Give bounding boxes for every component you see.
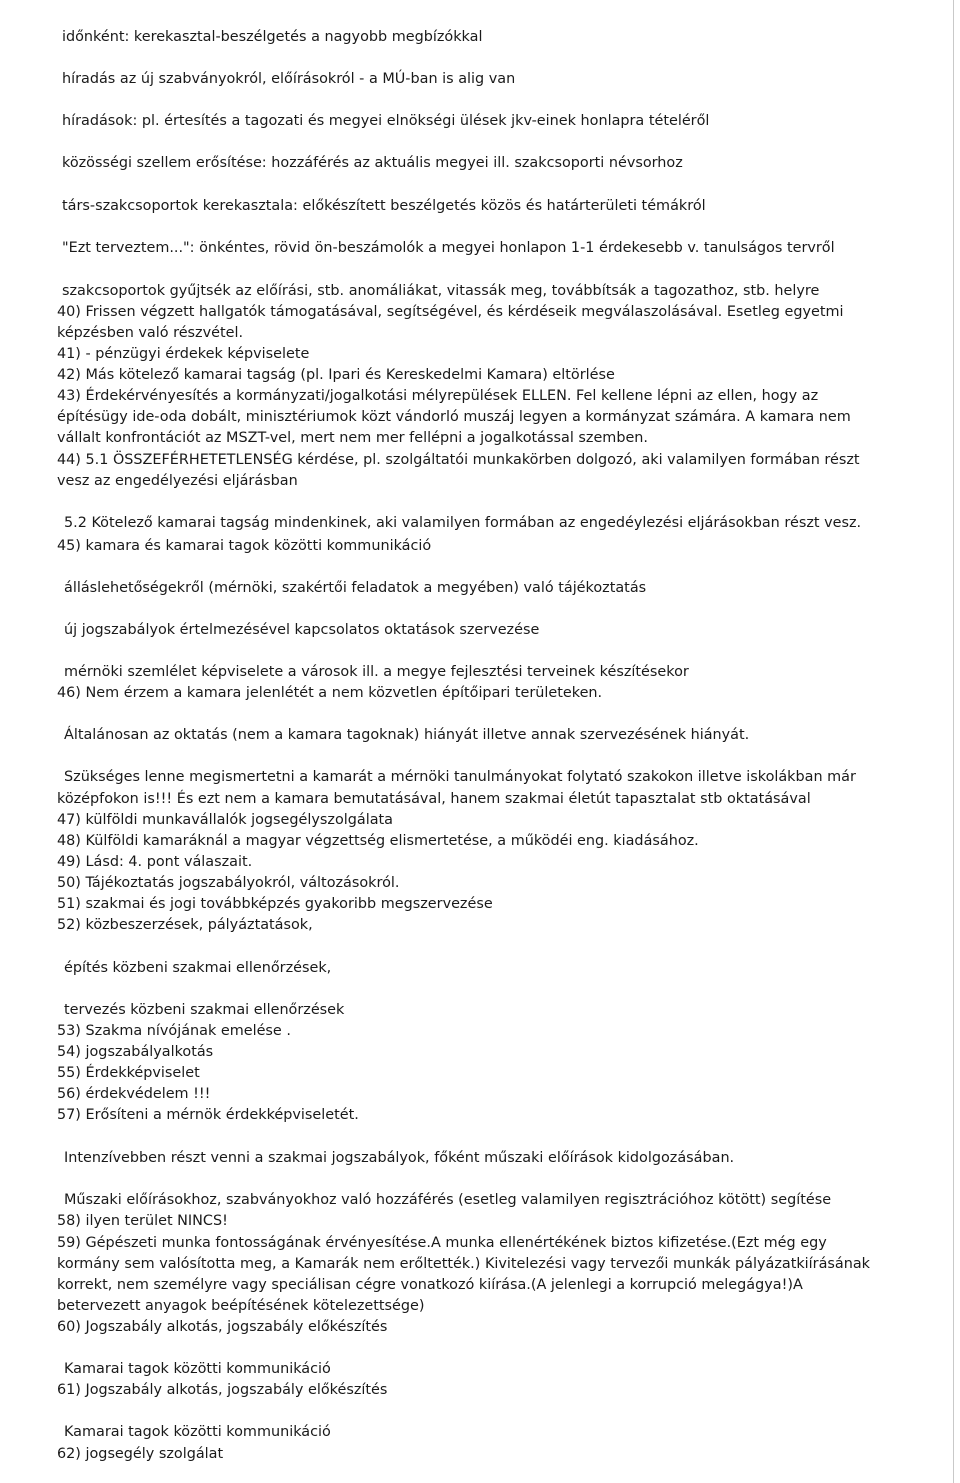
text-line: 48) Külföldi kamaráknál a magyar végzettség elismertetése, a működéi eng. kiadásához. <box>57 833 699 849</box>
text-line: 62) jogsegély szolgálat <box>57 1446 224 1462</box>
text-line: Általánosan az oktatás (nem a kamara tagoknak) hiányát illetve annak szervezésének hiányát. <box>64 727 750 743</box>
text-line: 57) Erősíteni a mérnök érdekképviseletét. <box>57 1107 359 1123</box>
text-line: 41) - pénzügyi érdekek képviselete <box>57 346 310 362</box>
text-line: Kamarai tagok közötti kommunikáció <box>64 1361 331 1377</box>
text-line: 54) jogszabályalkotás <box>57 1044 214 1060</box>
text-line: híradások: pl. értesítés a tagozati és megyei elnökségi ülések jkv-einek honlapra tételéről <box>62 113 710 129</box>
text-line: 58) ilyen terület NINCS! <box>57 1213 228 1229</box>
text-line: szakcsoportok gyűjtsék az előírási, stb. anomáliákat, vitassák meg, továbbítsák a tagozathoz, stb. helyre <box>62 283 820 299</box>
text-line: közösségi szellem erősítése: hozzáférés az aktuális megyei ill. szakcsoporti névsorhoz <box>62 155 683 171</box>
text-line: mérnöki szemlélet képviselete a városok ill. a megye fejlesztési terveinek készítésekor <box>64 664 689 680</box>
text-line: Kamarai tagok közötti kommunikáció <box>64 1424 331 1440</box>
text-line: álláslehetőségekről (mérnöki, szakértői feladatok a megyében) való tájékoztatás <box>64 580 647 596</box>
text-line: vállalt konfrontációt az MSZT-vel, mert nem mer fellépni a jogalkotással szemben. <box>57 430 648 446</box>
text-line: Szükséges lenne megismertetni a kamarát a mérnöki tanulmányokat folytató szakokon illetve iskolákban már <box>64 769 856 785</box>
text-line: 51) szakmai és jogi továbbképzés gyakoribb megszervezése <box>57 896 493 912</box>
text-line: építés közbeni szakmai ellenőrzések, <box>64 960 332 976</box>
text-line: 45) kamara és kamarai tagok közötti kommunikáció <box>57 538 432 554</box>
text-line: 46) Nem érzem a kamara jelenlétét a nem közvetlen építőipari területeken. <box>57 685 603 701</box>
text-line: 47) külföldi munkavállalók jogsegélyszolgálata <box>57 812 393 828</box>
text-line: kormány sem valósította meg, a Kamarák nem erőltették.) Kivitelezési vagy tervezői munkák pályázatkiírásának <box>57 1256 871 1272</box>
text-line: középfokon is!!! És ezt nem a kamara bemutatásával, hanem szakmai életút tapasztalat stb oktatásával <box>57 791 811 807</box>
text-line: 61) Jogszabály alkotás, jogszabály előkészítés <box>57 1382 388 1398</box>
text-line: 59) Gépészeti munka fontosságának érvényesítése.A munka ellenértékének biztos kifizetése.(Ezt még egy <box>57 1235 827 1251</box>
text-line: időnként: kerekasztal-beszélgetés a nagyobb megbízókkal <box>62 29 483 45</box>
page-edge-border <box>953 0 960 1483</box>
text-line: tervezés közbeni szakmai ellenőrzések <box>64 1002 345 1018</box>
text-line: "Ezt terveztem...": önkéntes, rövid ön-beszámolók a megyei honlapon 1-1 érdekesebb v. tanulságos tervről <box>62 240 835 256</box>
text-line: 43) Érdekérvényesítés a kormányzati/jogalkotási mélyrepülések ELLEN. Fel kellene lépni az ellen, hogy az <box>57 388 819 404</box>
text-line: 50) Tájékoztatás jogszabályokról, változásokról. <box>57 875 400 891</box>
text-line: vesz az engedélyezési eljárásban <box>57 473 298 489</box>
text-line: képzésben való részvétel. <box>57 325 244 341</box>
text-line: építésügy ide-oda dobált, minisztériumok közt vándorló muszáj legyen a kormányzat számára. A kamara nem <box>57 409 851 425</box>
text-line: 5.2 Kötelező kamarai tagság mindenkinek, aki valamilyen formában az engedéylezési eljárásokban részt vesz. <box>64 515 862 531</box>
text-line: 52) közbeszerzések, pályáztatások, <box>57 917 313 933</box>
text-line: 40) Frissen végzett hallgatók támogatásával, segítségével, és kérdéseik megválaszolásával. Esetleg egyetmi <box>57 304 844 320</box>
text-line: Intenzívebben részt venni a szakmai jogszabályok, főként műszaki előírások kidolgozásában. <box>64 1150 735 1166</box>
text-line: 42) Más kötelező kamarai tagság (pl. Ipari és Kereskedelmi Kamara) eltörlése <box>57 367 615 383</box>
text-line: 56) érdekvédelem !!! <box>57 1086 211 1102</box>
text-line: 44) 5.1 ÖSSZEFÉRHETETLENSÉG kérdése, pl. szolgáltatói munkakörben dolgozó, aki valamilyen formában részt <box>57 452 860 468</box>
text-line: társ-szakcsoportok kerekasztala: előkészített beszélgetés közös és határterületi témákról <box>62 198 706 214</box>
text-line: 60) Jogszabály alkotás, jogszabály előkészítés <box>57 1319 388 1335</box>
text-line: 55) Érdekképviselet <box>57 1065 200 1081</box>
text-line: betervezett anyagok beépítésének kötelezettsége) <box>57 1298 425 1314</box>
text-line: Műszaki előírásokhoz, szabványokhoz való hozzáférés (esetleg valamilyen regisztrációhoz kötött) segítése <box>64 1192 832 1208</box>
text-line: új jogszabályok értelmezésével kapcsolatos oktatások szervezése <box>64 622 540 638</box>
text-line: 49) Lásd: 4. pont válaszait. <box>57 854 253 870</box>
text-line: 53) Szakma nívójának emelése . <box>57 1023 291 1039</box>
text-line: korrekt, nem személyre vagy speciálisan cégre vonatkozó kiírása.(A jelenlegi a korrupció melegágya!)A <box>57 1277 803 1293</box>
text-line: híradás az új szabványokról, előírásokról - a MÚ-ban is alig van <box>62 71 516 87</box>
